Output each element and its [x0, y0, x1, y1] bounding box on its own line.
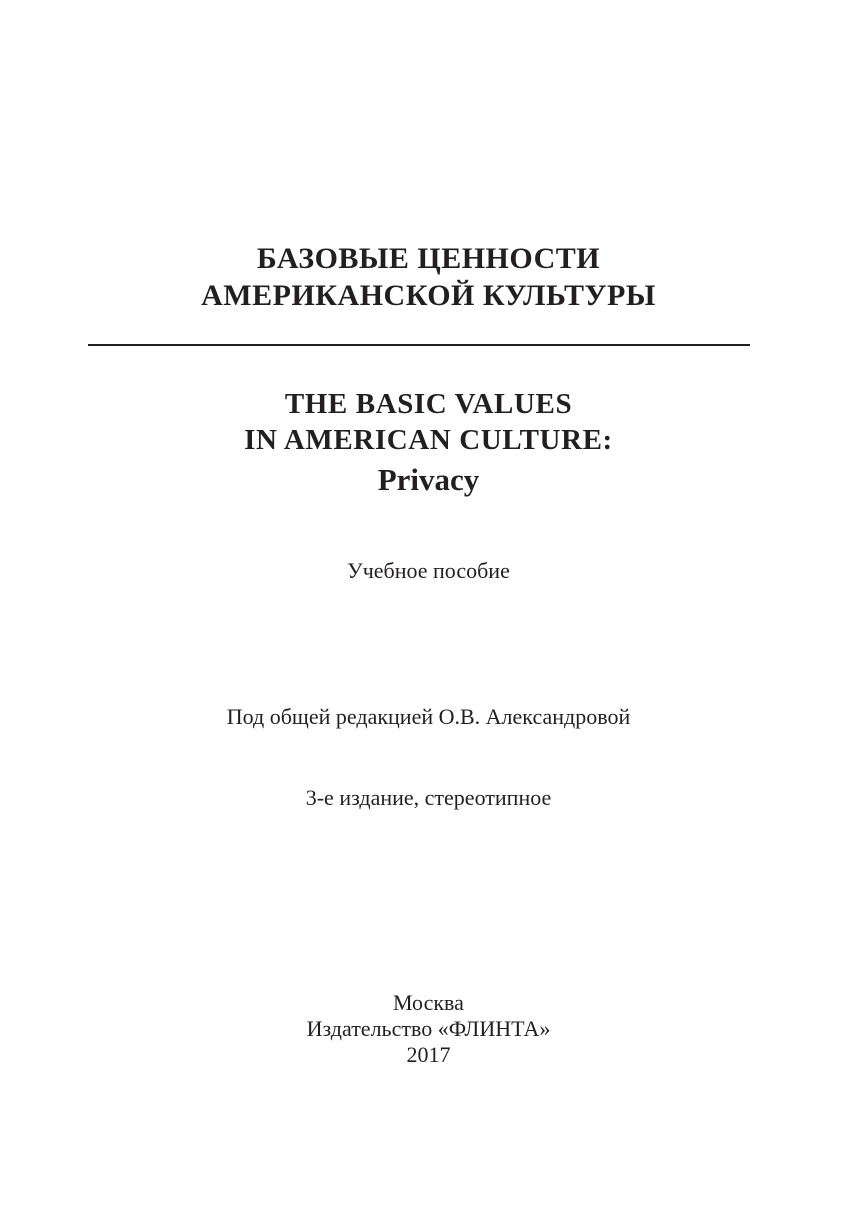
russian-title-line-2: АМЕРИКАНСКОЙ КУЛЬТУРЫ	[201, 279, 656, 312]
english-title-line-2: IN AMERICAN CULTURE:	[244, 424, 613, 456]
title-divider	[88, 344, 750, 346]
editor-credit: Под общей редакцией О.В. Александровой	[226, 704, 631, 729]
imprint-year: 2017	[406, 1042, 451, 1067]
edition-note: 3-е издание, стереотипное	[305, 785, 552, 810]
english-title-line-1: THE BASIC VALUES	[284, 388, 573, 420]
imprint-publisher: Издательство «ФЛИНТА»	[306, 1016, 551, 1041]
imprint-city: Москва	[393, 990, 464, 1015]
english-subtitle: Privacy	[377, 462, 480, 497]
russian-title-line-1: БАЗОВЫЕ ЦЕННОСТИ	[256, 242, 601, 275]
book-type: Учебное пособие	[347, 558, 510, 583]
